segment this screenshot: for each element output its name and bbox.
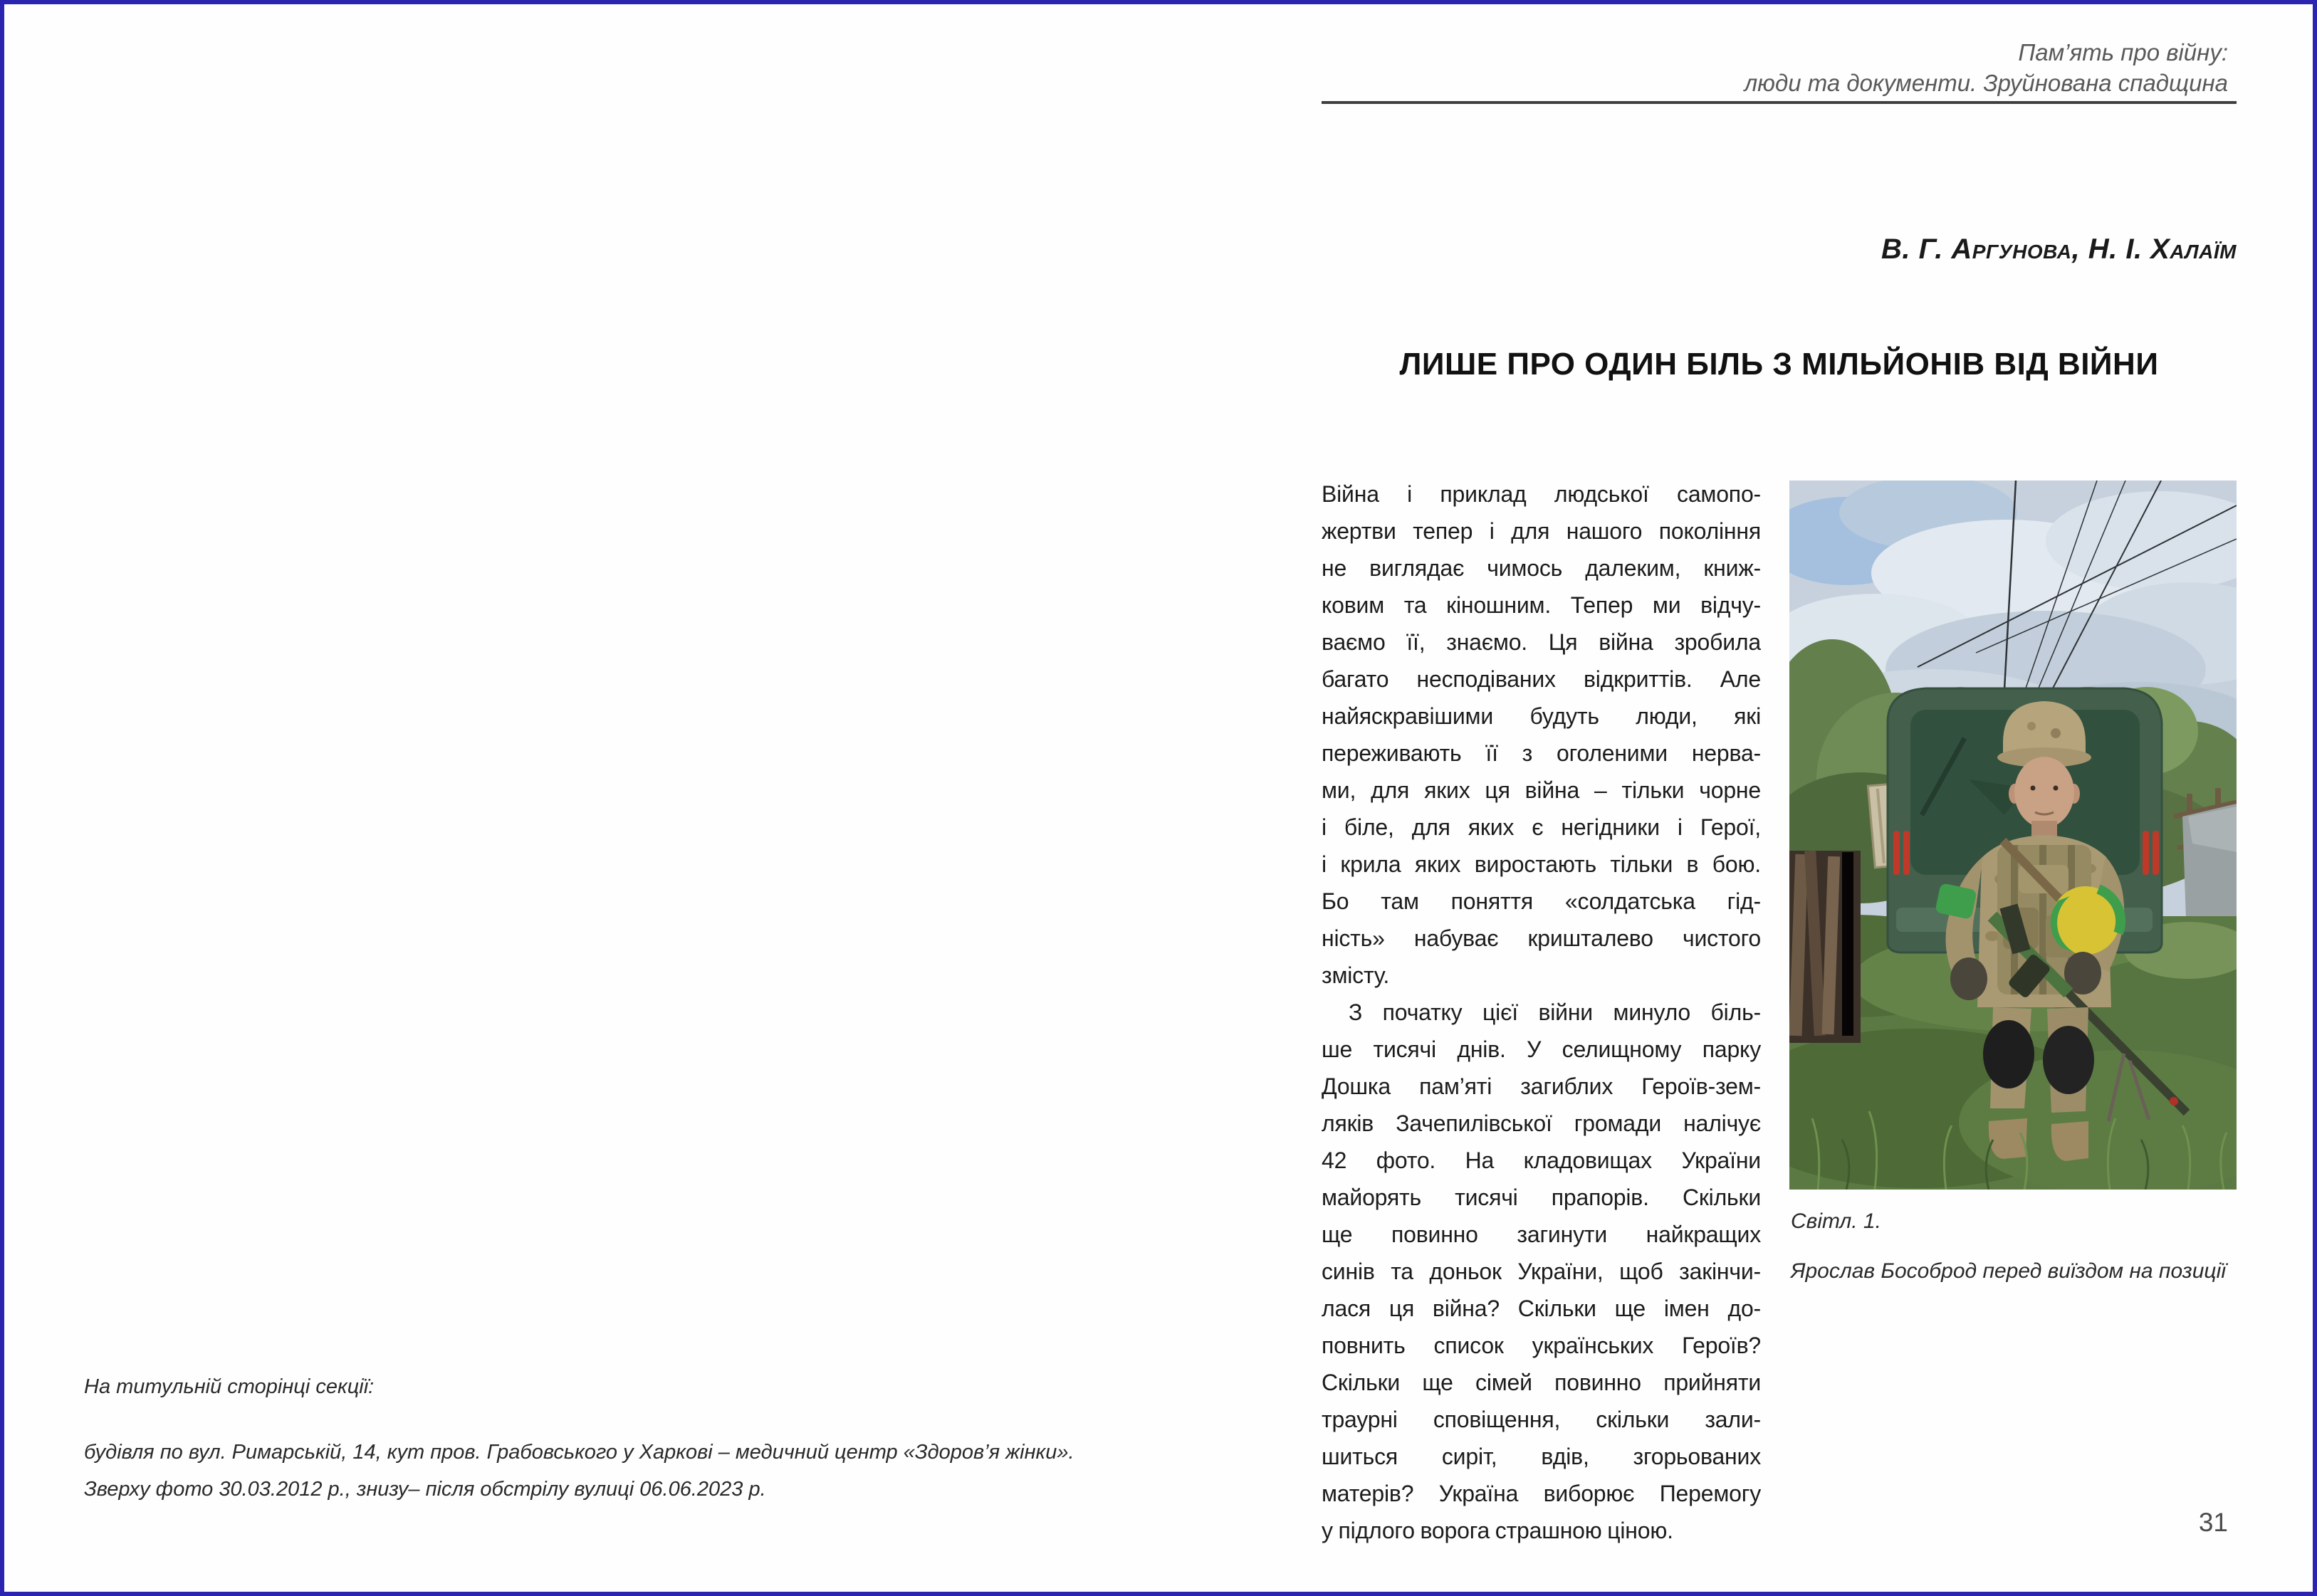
body-line: ще повинно загинути найкращих xyxy=(1322,1222,1761,1247)
figure-photo xyxy=(1789,481,2237,1190)
body-line: ляків Зачепилівської громади налічує xyxy=(1322,1111,1761,1136)
body-line: повнить список українських Героїв? xyxy=(1322,1333,1761,1358)
body-line: у підлого ворога страшною ціною. xyxy=(1322,1518,1673,1543)
body-line: ваємо її, знаємо. Ця війна зробила xyxy=(1322,629,1761,655)
running-header-line2: люди та документи. Зруйнована спадщина xyxy=(1744,70,2228,96)
page-number: 31 xyxy=(2198,1508,2228,1537)
body-line: 42 фото. На кладовищах України xyxy=(1322,1148,1761,1173)
soldier-photo-illustration xyxy=(1789,481,2237,1190)
body-line: Бо там поняття «солдатська гід- xyxy=(1322,888,1761,914)
body-line: синів та доньок України, щоб закінчи- xyxy=(1322,1259,1761,1284)
body-line: траурні сповіщення, скільки зали- xyxy=(1322,1407,1761,1432)
body-line: багато несподіваних відкриттів. Але xyxy=(1322,666,1761,692)
running-header xyxy=(1313,37,2228,98)
left-page-caption xyxy=(84,1434,1223,1508)
body-line: ність» набуває кришталево чистого xyxy=(1322,925,1761,951)
body-line: і крила яких виростають тільки в бою. xyxy=(1322,851,1761,877)
body-line: найяскравішими будуть люди, які xyxy=(1322,703,1761,729)
header-rule xyxy=(1322,101,2237,104)
body-line: шиться сиріт, вдів, згорьованих xyxy=(1322,1444,1761,1469)
body-line: лася ця війна? Скільки ще імен до- xyxy=(1322,1296,1761,1321)
left-page-intro: На титульній сторінці секції: xyxy=(84,1375,375,1398)
body-line: З початку цієї війни минуло біль- xyxy=(1349,999,1761,1025)
article-authors: В. Г. Аргунова, Н. І. Халаїм xyxy=(1881,233,2237,265)
body-line: ковим та кіношним. Тепер ми відчу- xyxy=(1322,592,1761,618)
body-line: Дошка пам’яті загиблих Героїв-зем- xyxy=(1322,1073,1761,1099)
article-title: ЛИШЕ ПРО ОДИН БІЛЬ З МІЛЬЙОНІВ ВІД ВІЙНИ xyxy=(1399,347,2159,382)
body-line: ше тисячі днів. У селищному парку xyxy=(1322,1036,1761,1062)
body-line: жертви тепер і для нашого покоління xyxy=(1322,518,1761,544)
article-body xyxy=(1322,476,1761,1549)
running-header-line1: Пам’ять про війну: xyxy=(2018,39,2228,65)
left-page-caption-line: будівля по вул. Римарській, 14, кут пров. Грабовського у Харкові – медичний центр «Здоров’я жінки». xyxy=(84,1441,1074,1464)
body-line: майорять тисячі прапорів. Скільки xyxy=(1322,1185,1761,1210)
body-line: переживають її з оголеними нерва- xyxy=(1322,740,1761,766)
figure-caption: Ярослав Бособрод перед виїздом на позиції xyxy=(1791,1259,2226,1283)
figure-label: Світл. 1. xyxy=(1791,1209,1881,1233)
left-page-caption-line: Зверху фото 30.03.2012 р., знизу– після обстрілу вулиці 06.06.2023 р. xyxy=(84,1478,766,1501)
body-line: Війна і приклад людської самопо- xyxy=(1322,481,1761,507)
body-line: Скільки ще сімей повинно прийняти xyxy=(1322,1370,1761,1395)
body-line: змісту. xyxy=(1322,962,1390,988)
body-line: і біле, для яких є негідники і Герої, xyxy=(1322,814,1761,840)
wooden-fence xyxy=(1789,851,1861,1043)
body-line: не виглядає чимось далеким, книж- xyxy=(1322,555,1761,581)
body-line: ми, для яких ця війна – тільки чорне xyxy=(1322,777,1761,803)
body-line: матерів? Україна виборює Перемогу xyxy=(1322,1481,1761,1506)
